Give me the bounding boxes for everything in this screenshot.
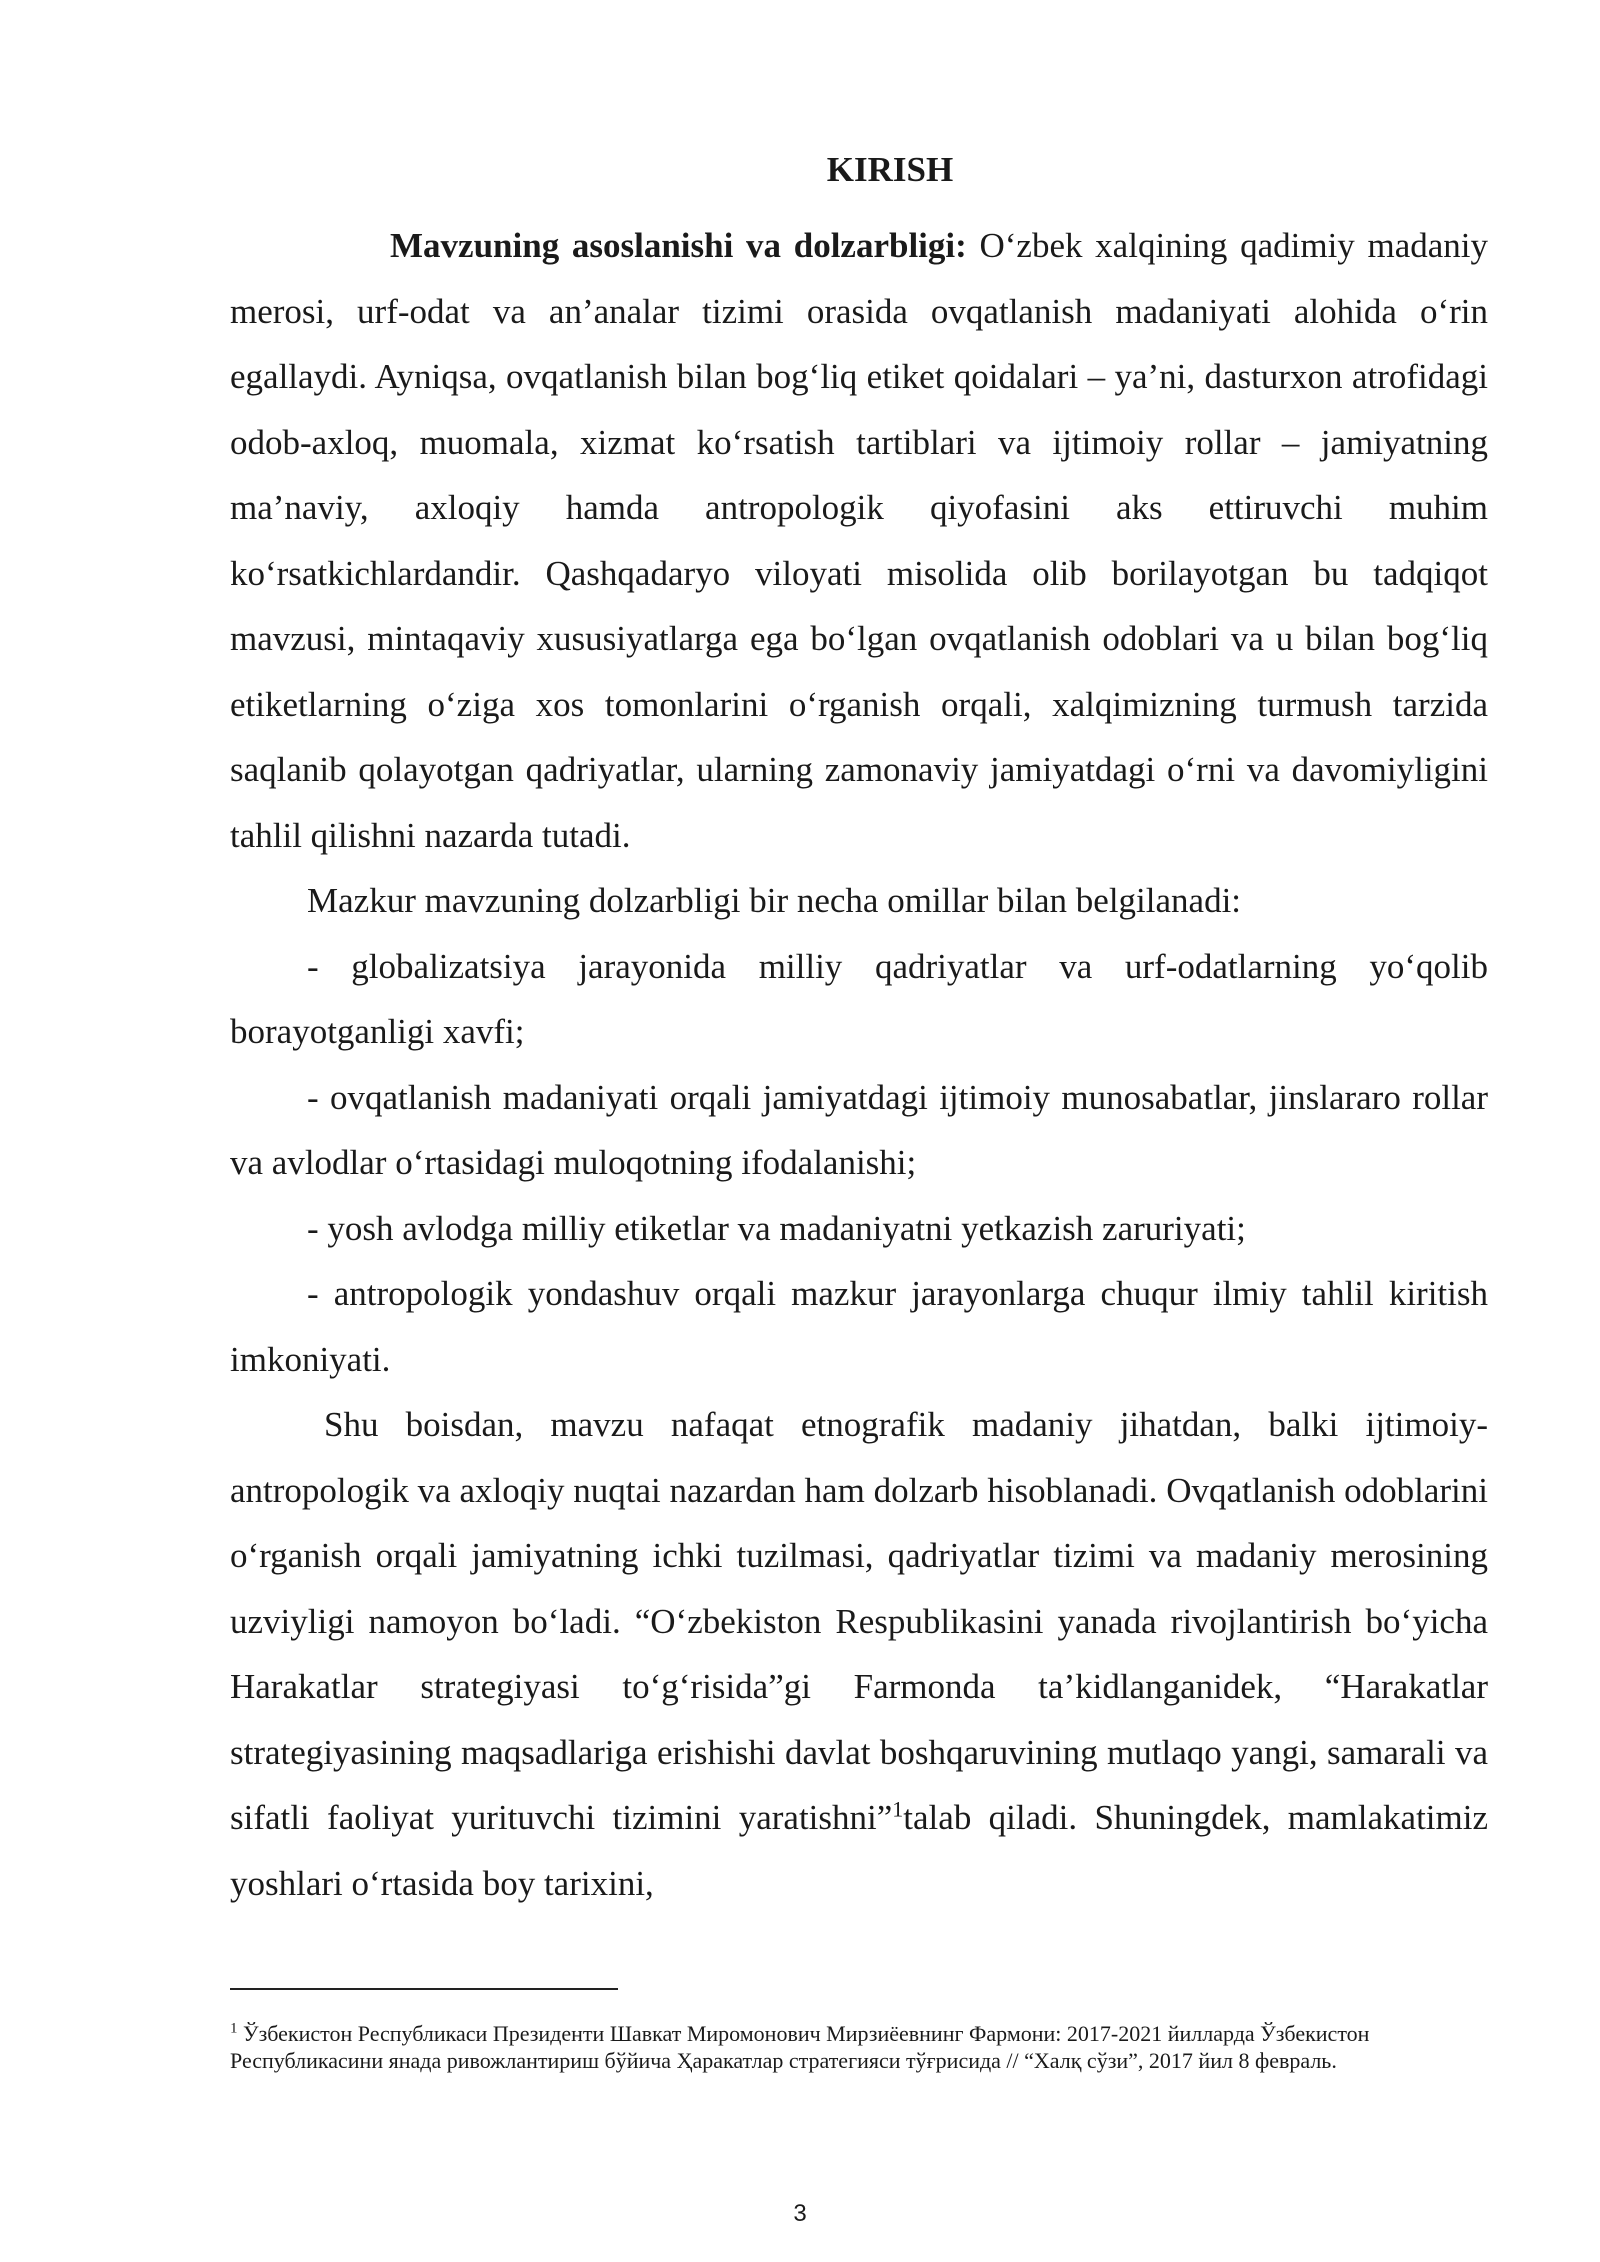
footnote xyxy=(230,2020,1488,2074)
list-item: - globalizatsiya jarayonida milliy qadriyatlar va urf-odatlarning yo‘qolib borayotganligi xavfi; xyxy=(230,946,1488,1051)
paragraph-lead: Mavzuning asoslanishi va dolzarbligi: xyxy=(390,226,967,265)
list-item: - ovqatlanish madaniyati orqali jamiyatdagi ijtimoiy munosabatlar, jinslararo rollar va avlodlar o‘rtasidagi muloqotning ifodalanishi; xyxy=(230,1077,1488,1182)
paragraph-relevance xyxy=(230,213,1488,868)
paragraph-text: Shu boisdan, mavzu nafaqat etnografik madaniy jihatdan, balki ijtimoiy-antropologik va axloqiy nuqtai nazardan ham dolzarb hisoblanadi. Ovqatlanish odoblarini o‘rganish orqali jamiyatning ichki tuzilmasi, qadriyatlar tizimi va madaniy merosining uzviyligi namoyon bo‘ladi. “O‘zbekiston Respublikasini yanada rivojlantirish bo‘yicha Harakatlar strategiyasi to‘g‘risida”gi Farmonda ta’kidlanganidek, “Harakatlar strategiyasining maqsadlariga erishishi davlat boshqaruvining mutlaqo yangi, samarali va sifatli faoliyat yurituvchi tizimini yaratishni” xyxy=(230,1405,1488,1837)
footnote-text: Ўзбекистон Республикаси Президенти Шавкат Миромонович Мирзиёевнинг Фармони: 2017-2021 йилларда Ўзбекистон Республикасини янада ривожлантириш бўйича Ҳаракатлар стратегияси тўғрисида // “Халқ сўзи”, 2017 йил 8 февраль. xyxy=(230,2021,1370,2073)
footnote-marker: 1 xyxy=(230,2020,238,2037)
footnote-reference[interactable]: 1 xyxy=(892,1796,904,1822)
list-item: - antropologik yondashuv orqali mazkur jarayonlarga chuqur ilmiy tahlil kiritish imkoniyati. xyxy=(230,1274,1488,1379)
paragraph-conclusion xyxy=(230,1392,1488,1916)
list-item: - yosh avlodga milliy etiketlar va madaniyatni yetkazish zaruriyati; xyxy=(307,1208,1246,1248)
footnote-separator xyxy=(230,1988,618,1990)
paragraph-text: talab qiladi. Shuningdek, mamlakatimiz yoshlari o‘rtasida boy tarixini, xyxy=(230,1798,1488,1903)
page-title: KIRISH xyxy=(826,150,954,189)
paragraph-text: O‘zbek xalqining qadimiy madaniy merosi, urf-odat va an’analar tizimi orasida ovqatlanish madaniyati alohida o‘rin egallaydi. Ayniqsa, ovqatlanish bilan bog‘liq etiket qoidalari – ya’ni, dasturxon atrofidagi odob-axloq, muomala, xizmat ko‘rsatish tartiblari va ijtimoiy rollar – jamiyatning ma’naviy, axloqiy hamda antropologik qiyofasini aks ettiruvchi muhim ko‘rsatkichlardandir. Qashqadaryo viloyati misolida olib borilayotgan bu tadqiqot mavzusi, mintaqaviy xususiyatlarga ega bo‘lgan ovqatlanish odoblari va u bilan bog‘liq etiketlarning o‘ziga xos tomonlarini o‘rganish orqali, xalqimizning turmush tarzida saqlanib qolayotgan qadriyatlar, ularning zamonaviy jamiyatdagi o‘rni va davomiyligini tahlil qilishni nazarda tutadi. xyxy=(230,226,1488,855)
page-number: 3 xyxy=(793,2200,807,2227)
body-text xyxy=(230,213,1488,1916)
paragraph-factors-intro: Mazkur mavzuning dolzarbligi bir necha omillar bilan belgilanadi: xyxy=(307,881,1242,920)
